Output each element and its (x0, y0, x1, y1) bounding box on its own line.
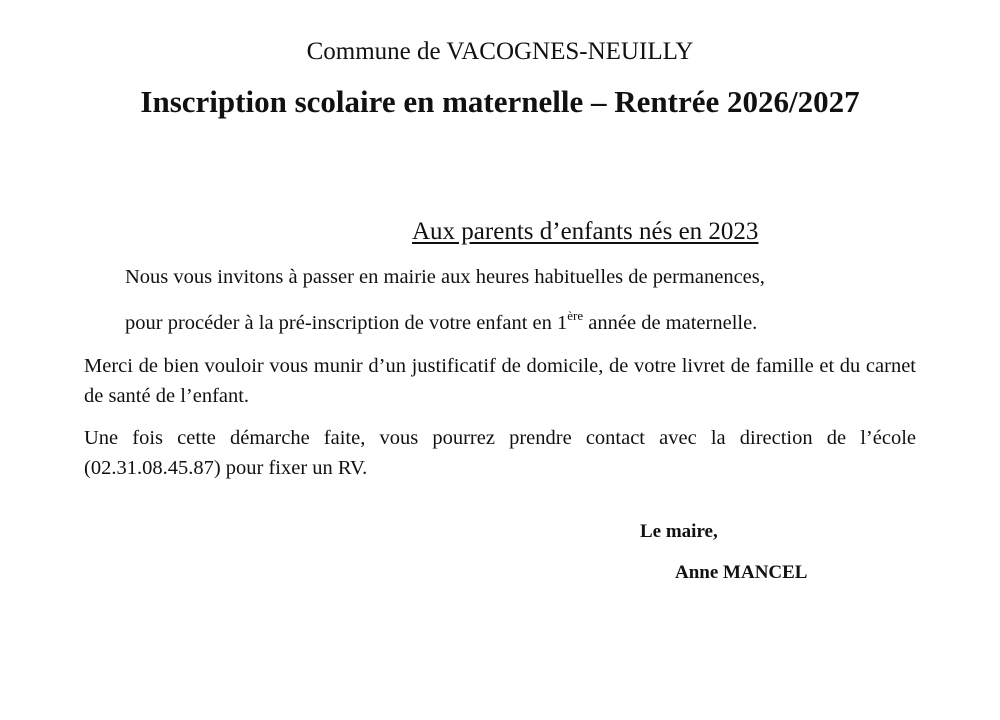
invitation-line-2-start: pour procéder à la pré-inscription de votre enfant en 1 (125, 312, 568, 334)
document-title: Inscription scolaire en maternelle – Rentrée 2026/2027 (140, 84, 860, 119)
ordinal-superscript: ère (567, 308, 584, 323)
invitation-line-1: Nous vous invitons à passer en mairie aux heures habituelles de permanences, (125, 266, 765, 288)
invitation-line-2 (125, 308, 758, 335)
documents-paragraph: Merci de bien vouloir vous munir d’un justificatif de domicile, de votre livret de famille et du carnet de santé de l’enfant. (84, 355, 916, 407)
invitation-line-2-end: année de maternelle. (583, 312, 758, 334)
signature-name: Anne MANCEL (675, 562, 808, 583)
addressee-heading: Aux parents d’enfants nés en 2023 (412, 218, 759, 245)
signature-role: Le maire, (640, 521, 718, 542)
commune-name: Commune de VACOGNES-NEUILLY (306, 38, 694, 65)
contact-paragraph: Une fois cette démarche faite, vous pourrez prendre contact avec la direction de l’école (02.31.08.45.87) pour fixer un RV. (84, 427, 916, 479)
